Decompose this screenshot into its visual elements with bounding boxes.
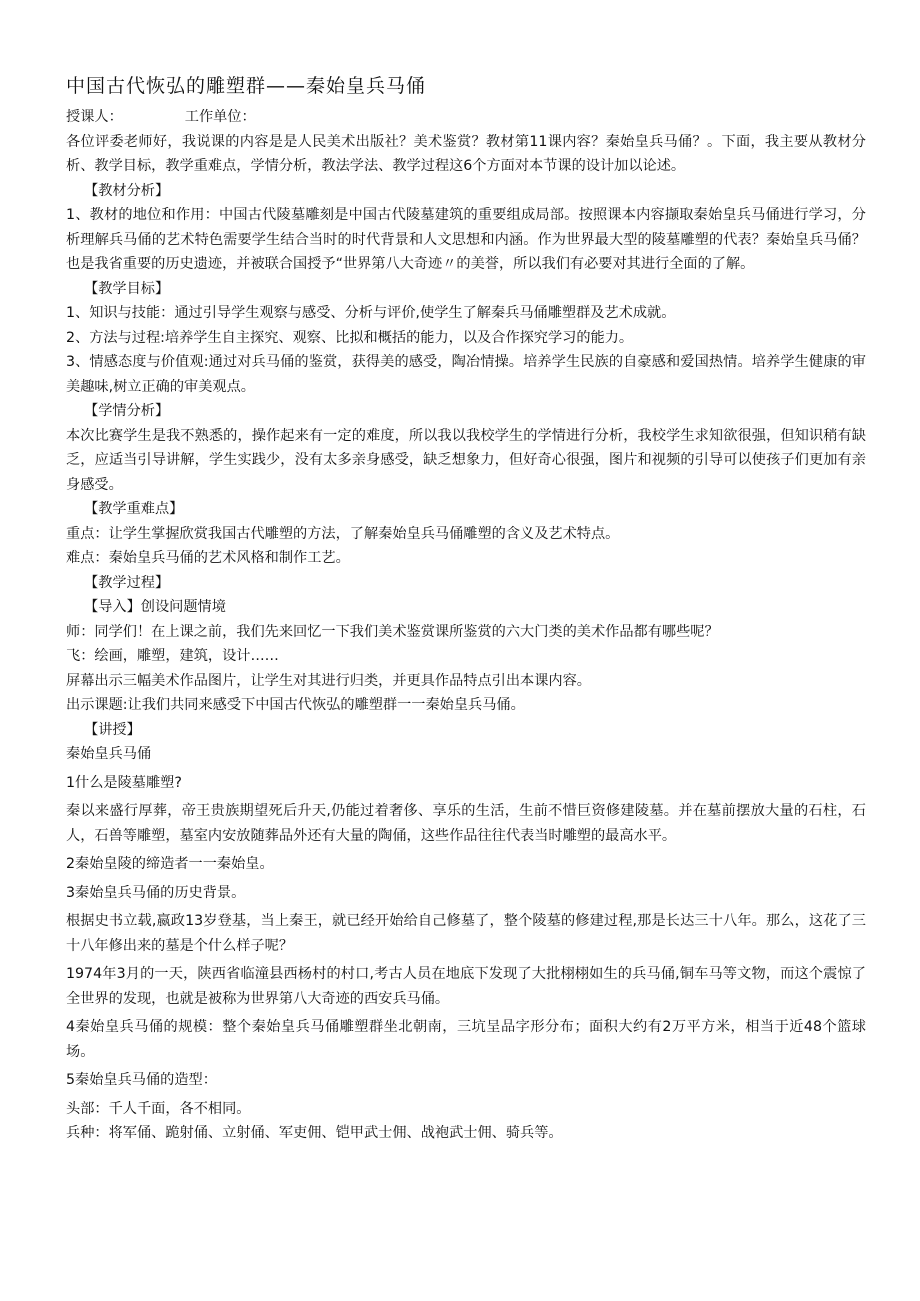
lecture-p3b: 1974年3月的一天，陕西省临潼县西杨村的村口,考古人员在地底下发现了大批栩栩如生的兵马俑,铜车马等文物，而这个震惊了全世界的发现，也就是被称为世界第八大奇迹的西安兵马俑。: [66, 966, 866, 1007]
lecture-q5: 5秦始皇兵马俑的造型：: [66, 1072, 217, 1088]
lecture-p3a: 根据史书立载,嬴政13岁登基，当上秦王，就已经开始给自己修墓了，整个陵墓的修建过程,那是长达三十八年。那么，这花了三十八年修出来的墓是个什么样子呢？: [66, 913, 866, 954]
section-heading-key: 【教学重难点】: [84, 501, 184, 517]
goal-item: 2、方法与过程:培养学生自主探究、观察、比拟和概括的能力，以及合作探究学习的能力。: [66, 329, 634, 346]
lecture-head: 头部：千人千面，各不相同。: [66, 1100, 251, 1117]
process-item: 屏幕出示三幅美术作品图片，让学生对其进行归类，并更具作品特点引出本课内容。: [66, 672, 591, 689]
author-line: [66, 106, 866, 130]
document-title: 中国古代恢弘的雕塑群——秦始皇兵马俑: [66, 75, 427, 97]
lecture-types: 兵种：将军俑、跪射俑、立射俑、军吏佣、铠甲武士佣、战袍武士佣、骑兵等。: [66, 1125, 563, 1141]
document-page: [66, 72, 866, 1146]
unit-label: 工作单位：: [184, 109, 256, 125]
section-heading-goals: 【教学目标】: [84, 280, 170, 297]
section-heading-students: 【学情分析】: [84, 403, 170, 419]
lecture-p1: 秦以来盛行厚葬，帝王贵族期望死后升天,仍能过着奢侈、享乐的生活，生前不惜巨资修建陵墓。并在墓前摆放大量的石柱，石人，石兽等雕塑，墓室内安放随葬品外还有大量的陶俑，这些作品往往代表当时雕塑的最高水平。: [66, 803, 866, 844]
analysis-paragraph: 1、教材的地位和作用：中国古代陵墓雕刻是中国古代陵墓建筑的重要组成局部。按照课本内容撷取秦始皇兵马俑进行学习，分析理解兵马俑的艺术特色需要学生结合当时的时代背景和人文思想和内涵。作为世界最大型的陵墓雕塑的代表？秦始皇兵马俑？也是我省重要的历史遗迹，并被联合国授予“世界第八大奇迹〃的美誉，所以我们有必要对其进行全面的了解。: [66, 207, 866, 272]
lecture-q4: 4秦始皇兵马俑的规模：整个秦始皇兵马俑雕塑群坐北朝南，三坑呈品字形分布；面积大约有2万平方米，相当于近48个篮球场。: [66, 1019, 866, 1060]
lecture-topic: 秦始皇兵马俑: [66, 746, 152, 762]
process-item: 师：同学们！在上课之前，我们先来回忆一下我们美术鉴赏课所鉴赏的六大门类的美术作品都有哪些呢？: [66, 623, 719, 640]
goal-item: 1、知识与技能：通过引导学生观察与感受、分析与评价,使学生了解秦兵马俑雕塑群及艺术成就。: [66, 305, 676, 321]
section-heading-process: 【教学过程】: [84, 574, 170, 591]
lecture-q3: 3秦始皇兵马俑的历史背景。: [66, 884, 246, 901]
difficult-point: 难点：秦始皇兵马俑的艺术风格和制作工艺。: [66, 550, 350, 566]
section-heading-analysis: 【教材分析】: [84, 182, 170, 199]
process-item: 飞：绘画，雕塑，建筑，设计……: [66, 648, 279, 664]
lecture-q1: 1什么是陵墓雕塑?: [66, 774, 182, 791]
section-heading-lecture: 【讲授】: [84, 721, 141, 738]
section-heading-intro: 【导入】创设问题情境: [84, 599, 226, 615]
goal-item: 3、情感态度与价值观:通过对兵马俑的鉴赏，获得美的感受，陶冶情操。培养学生民族的自豪感和爱国热情。培养学生健康的审美趣味,树立正确的审美观点。: [66, 354, 866, 395]
intro-paragraph: 各位评委老师好，我说课的内容是是人民美术出版社？美术鉴赏？教材第11课内容？秦始皇兵马俑？。下面，我主要从教材分析、教学目标，教学重难点，学情分析，教法学法、教学过程这6个方面对本节课的设计加以论述。: [66, 133, 866, 174]
process-item: 出示课题:让我们共同来感受下中国古代恢弘的雕塑群一一秦始皇兵马俑。: [66, 697, 525, 713]
students-paragraph: 本次比赛学生是我不熟悉的，操作起来有一定的难度，所以我以我校学生的学情进行分析，我校学生求知欲很强，但知识稍有缺乏，应适当引导讲解，学生实践少，没有太多亲身感受，缺乏想象力，但好奇心很强，图片和视频的引导可以使孩子们更加有亲身感受。: [66, 427, 866, 493]
author-label: 授课人：: [66, 109, 123, 125]
key-point: 重点：让学生掌握欣赏我国古代雕塑的方法，了解秦始皇兵马俑雕塑的含义及艺术特点。: [66, 525, 620, 542]
lecture-q2: 2秦始皇陵的缔造者一一秦始皇。: [66, 856, 274, 872]
